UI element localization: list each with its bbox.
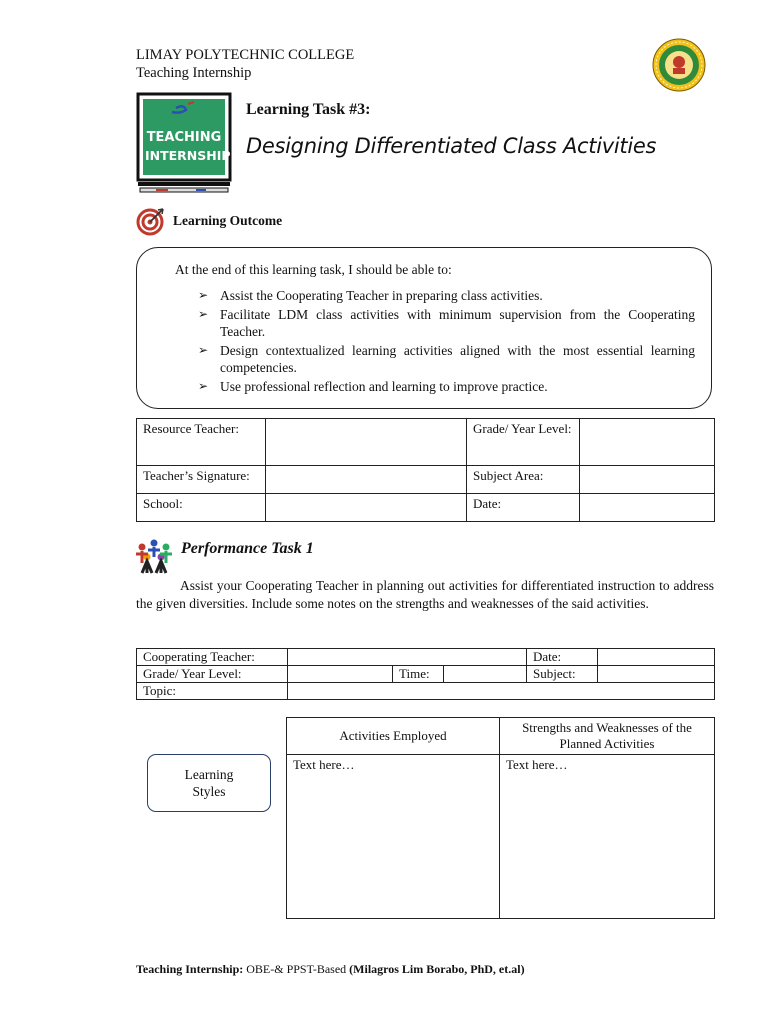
subject-label: Subject: — [527, 666, 598, 683]
learning-outcome-label: Learning Outcome — [173, 213, 283, 228]
subject-area-label: Subject Area: — [467, 466, 580, 494]
target-icon — [136, 206, 166, 236]
board-text-line2: INTERNSHIP — [145, 148, 231, 163]
subject-field[interactable] — [598, 666, 715, 683]
strengths-weaknesses-header: Strengths and Weaknesses of the Planned Activities — [500, 718, 715, 755]
coop-date-field[interactable] — [598, 649, 715, 666]
cooperating-teacher-label: Cooperating Teacher: — [137, 649, 288, 666]
footer-label: Teaching Internship: — [136, 962, 244, 976]
arrow-bullet-icon: ➢ — [198, 378, 209, 393]
people-group-icon — [134, 537, 174, 577]
college-seal-icon — [652, 38, 706, 92]
grade-year-level-label: Grade/ Year Level: — [467, 419, 580, 466]
strengths-weaknesses-cell[interactable]: Text here… — [500, 755, 715, 919]
info-table — [136, 418, 715, 522]
coop-grade-year-level-label: Grade/ Year Level: — [137, 666, 288, 683]
list-item: ➢ Facilitate LDM class activities with minimum supervision from the Cooperating Teacher. — [198, 306, 695, 339]
list-item: ➢ Use professional reflection and learning to improve practice. — [198, 378, 548, 394]
learning-outcome-intro: At the end of this learning task, I should be able to: — [175, 262, 452, 277]
resource-teacher-label: Resource Teacher: — [137, 419, 266, 466]
learning-styles-line1: Learning — [184, 767, 234, 782]
coop-date-label: Date: — [527, 649, 598, 666]
cooperating-teacher-field[interactable] — [288, 649, 527, 666]
task-number: Learning Task #3: — [246, 101, 371, 118]
learning-outcome-list — [198, 287, 695, 396]
arrow-bullet-icon: ➢ — [198, 288, 209, 302]
college-name: LIMAY POLYTECHNIC COLLEGE — [136, 47, 355, 63]
date-field[interactable] — [580, 494, 715, 522]
performance-task-label: Performance Task 1 — [181, 540, 314, 557]
time-field[interactable] — [444, 666, 527, 683]
activities-employed-cell[interactable]: Text here… — [287, 755, 500, 919]
grade-year-level-field[interactable] — [580, 419, 715, 466]
learning-styles-line2: Styles — [192, 784, 226, 799]
performance-task-text: Assist your Cooperating Teacher in planning out activities for differentiated instruction to address the given diversities. Include some notes on the strengths and weaknesses of the said activities. — [136, 578, 714, 611]
footer-authors: (Milagros Lim Borabo, PhD, et.al) — [349, 962, 525, 976]
teacher-signature-field[interactable] — [266, 466, 467, 494]
subject-area-field[interactable] — [580, 466, 715, 494]
teacher-signature-label: Teacher’s Signature: — [137, 466, 266, 494]
arrow-bullet-icon: ➢ — [198, 342, 209, 357]
list-item: ➢ Design contextualized learning activities aligned with the most essential learning competencies. — [198, 342, 695, 375]
time-label: Time: — [393, 666, 444, 683]
list-item: ➢ Assist the Cooperating Teacher in preparing class activities. — [198, 288, 543, 303]
board-text-line1: TEACHING — [146, 130, 222, 145]
coop-grade-year-level-field[interactable] — [288, 666, 393, 683]
activities-employed-header: Activities Employed — [287, 718, 500, 755]
task-title: Designing Differentiated Class Activities — [246, 134, 657, 158]
resource-teacher-field[interactable] — [266, 419, 467, 466]
school-field[interactable] — [266, 494, 467, 522]
cooperating-teacher-table — [136, 648, 715, 700]
learning-styles-box — [147, 754, 271, 812]
school-label: School: — [137, 494, 266, 522]
date-label: Date: — [467, 494, 580, 522]
activity-table — [286, 717, 715, 919]
arrow-bullet-icon: ➢ — [198, 306, 209, 321]
topic-field[interactable] — [288, 683, 715, 700]
program-name: Teaching Internship — [136, 65, 252, 81]
footer-middle: OBE-& PPST-Based — [243, 962, 350, 976]
page-footer — [136, 962, 525, 977]
topic-label: Topic: — [137, 683, 288, 700]
